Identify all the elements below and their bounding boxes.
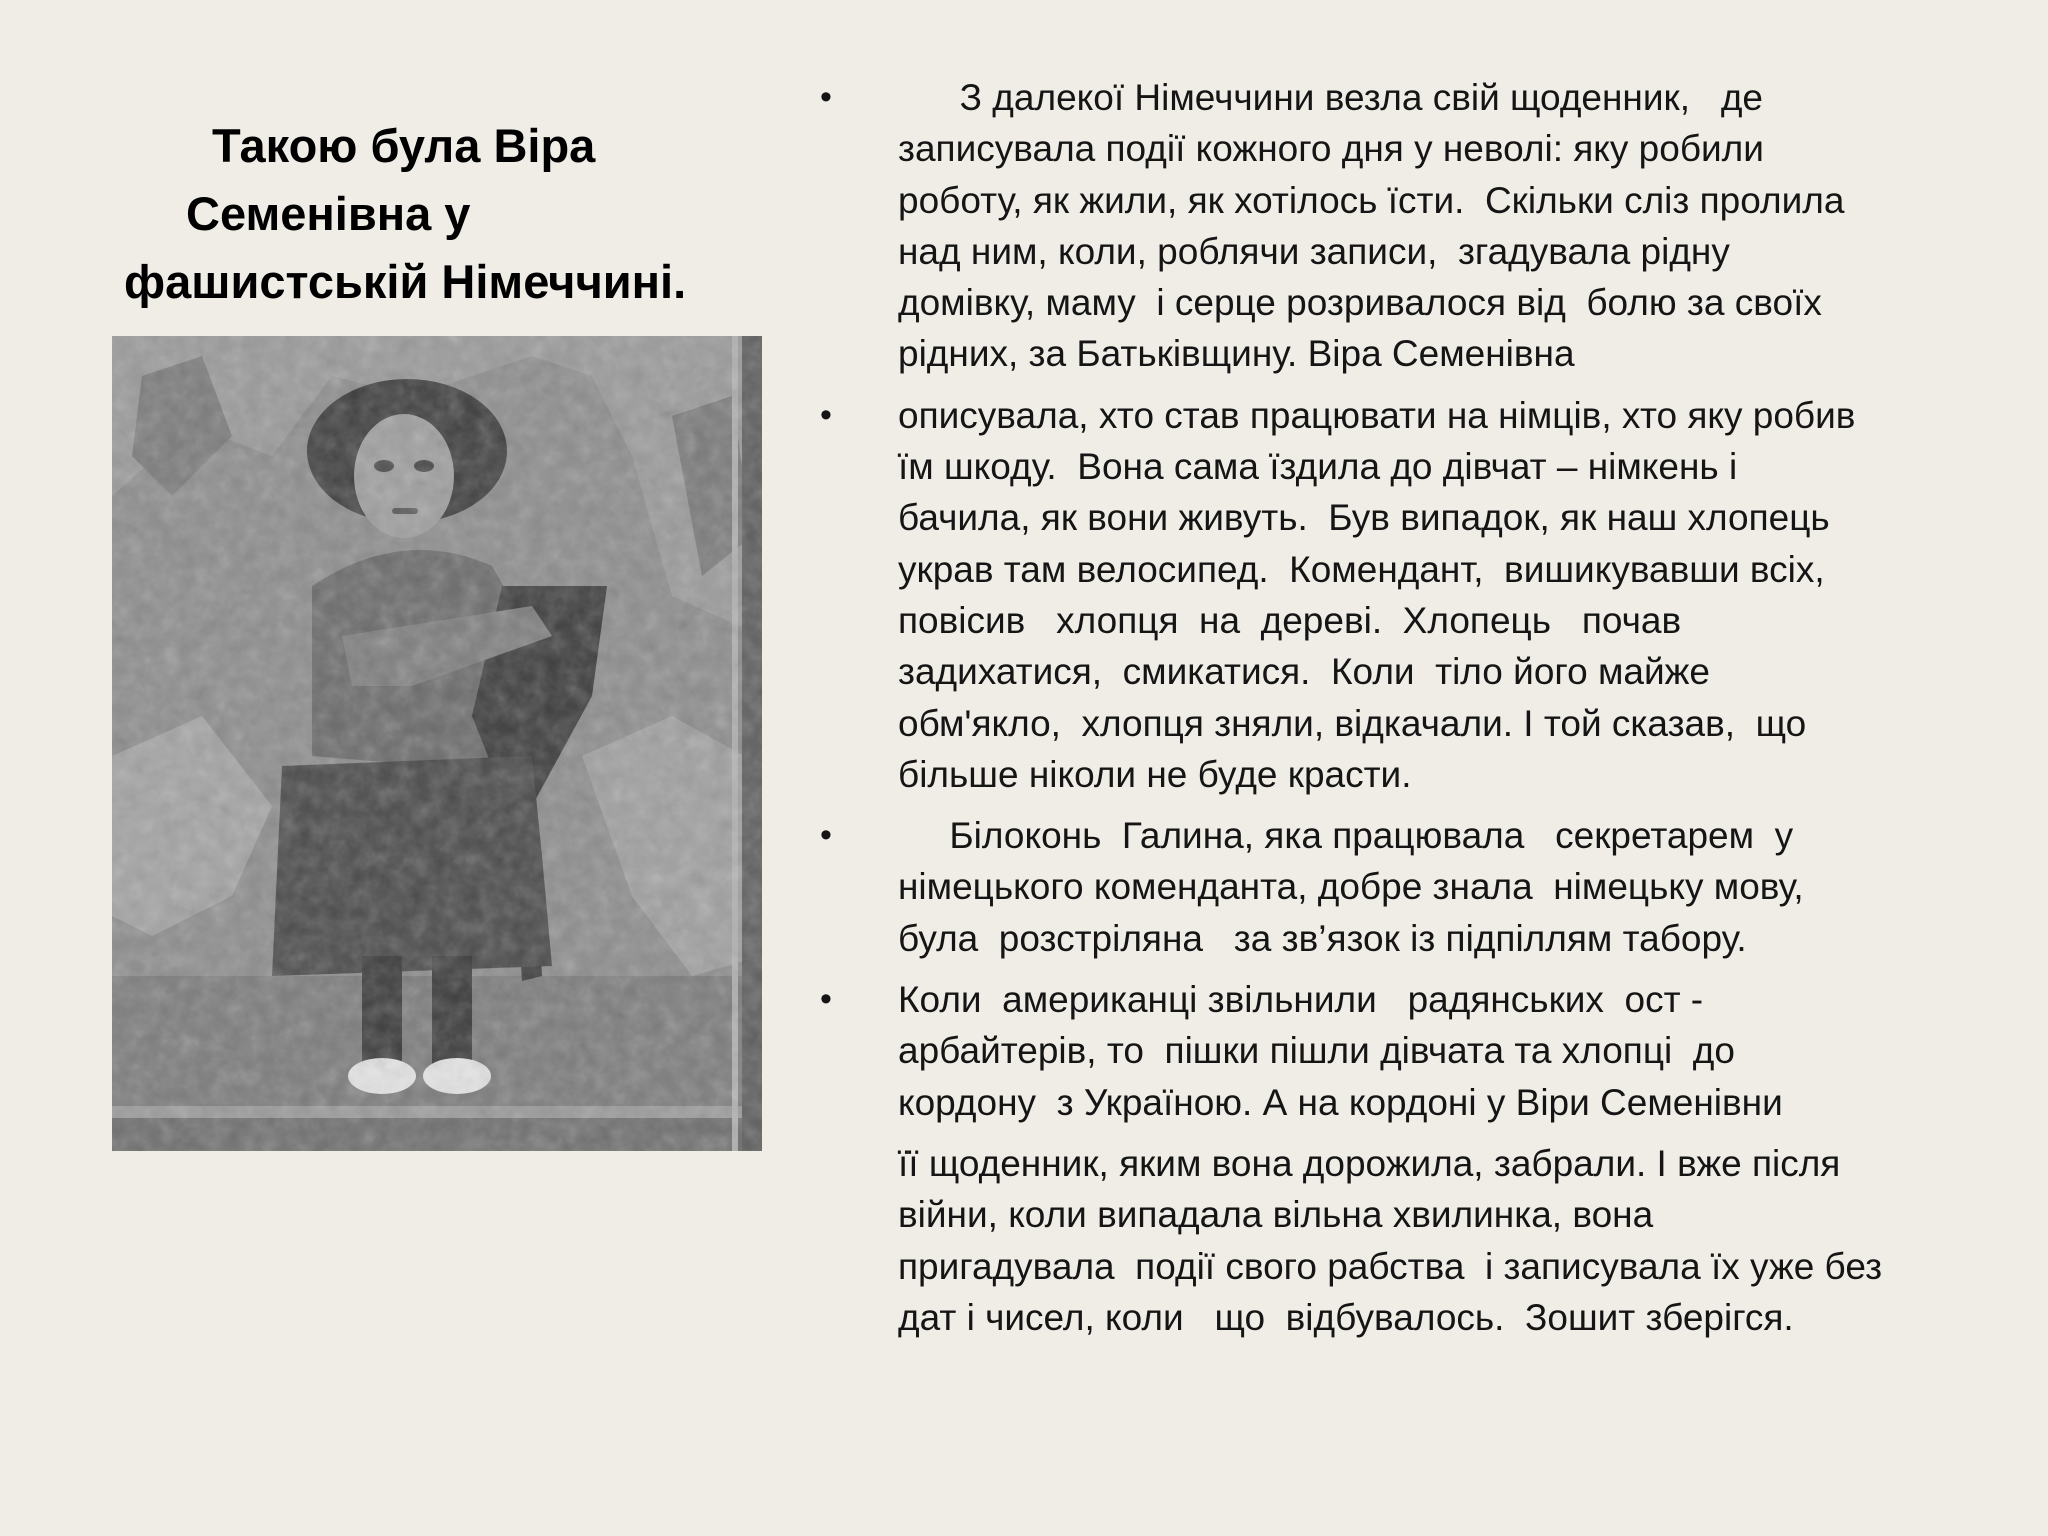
text-line: задихатися, смикатися. Коли тіло його майже <box>898 651 1710 693</box>
bullet-text <box>898 72 1988 380</box>
portrait-photo <box>112 336 762 1151</box>
text-line: З далекої Німеччини везла свій щоденник, де <box>898 77 1764 118</box>
text-line: більше ніколи не буде красти. <box>898 753 1412 795</box>
body-text <box>808 72 1988 1353</box>
bullet-item <box>808 810 1988 964</box>
text-line: над ним, коли, роблячи записи, згадувала рідну <box>898 230 1730 272</box>
bullet-dot: • <box>820 980 832 1019</box>
text-line: арбайтерів, то пішки пішли дівчата та хлопці до <box>898 1030 1735 1072</box>
text-line: рідних, за Батьківщину. Віра Семенівна <box>898 333 1575 375</box>
text-line: війни, коли випадала вільна хвилинка, вона <box>898 1194 1654 1236</box>
text-line: кордону з Україною. А на кордоні у Віри Семенівни <box>898 1081 1783 1123</box>
text-line: дат і чисел, коли що відбувалось. Зошит зберігся. <box>898 1296 1794 1338</box>
title-line: фашистській Німеччині. <box>124 255 687 308</box>
bullet-text <box>898 810 1988 964</box>
text-line: німецького коменданта, добре знала німецьку мову, <box>898 866 1804 908</box>
bullet-item <box>808 72 1988 380</box>
text-line: роботу, як жили, як хотілось їсти. Скільки сліз пролила <box>898 179 1845 221</box>
bullet-text <box>898 974 1988 1128</box>
text-line: була розстріляна за зв’язок із підпіллям табору. <box>898 917 1747 959</box>
title-line: Такою була Віра <box>212 119 596 172</box>
text-line: домівку, маму і серце розривалося від болю за своїх <box>898 282 1822 324</box>
bullet-dot: • <box>820 78 832 116</box>
text-line: записувала події кожного дня у неволі: яку робили <box>898 128 1764 170</box>
bullet-text <box>898 390 1988 800</box>
text-line: їм шкоду. Вона сама їздила до дівчат – німкень і <box>898 446 1738 488</box>
title-line: Семенівна у <box>186 187 471 240</box>
continuation-paragraph <box>808 1138 1988 1343</box>
text-line: Коли американці звільнили радянських ост - <box>898 979 1704 1021</box>
bullet-item <box>808 974 1988 1128</box>
text-line: обм'якло, хлопця зняли, відкачали. І той сказав, що <box>898 702 1807 744</box>
slide-title <box>70 112 810 316</box>
bullet-dot: • <box>820 395 832 434</box>
text-line: її щоденник, яким вона дорожила, забрали. І вже після <box>898 1142 1841 1184</box>
text-line: Білоконь Галина, яка працювала секретарем у <box>898 815 1794 857</box>
bullet-item <box>808 390 1988 800</box>
bullet-dot: • <box>820 816 832 855</box>
text-line: бачила, як вони живуть. Був випадок, як наш хлопець <box>898 497 1830 539</box>
text-line: описувала, хто став працювати на німців, хто яку робив <box>898 394 1856 436</box>
text-line: украв там велосипед. Комендант, вишикувавши всіх, <box>898 548 1825 590</box>
text-line: пригадувала події свого рабства і записувала їх уже без <box>898 1245 1883 1287</box>
text-line: повісив хлопця на дереві. Хлопець почав <box>898 599 1682 641</box>
portrait-photo-image <box>112 336 762 1151</box>
